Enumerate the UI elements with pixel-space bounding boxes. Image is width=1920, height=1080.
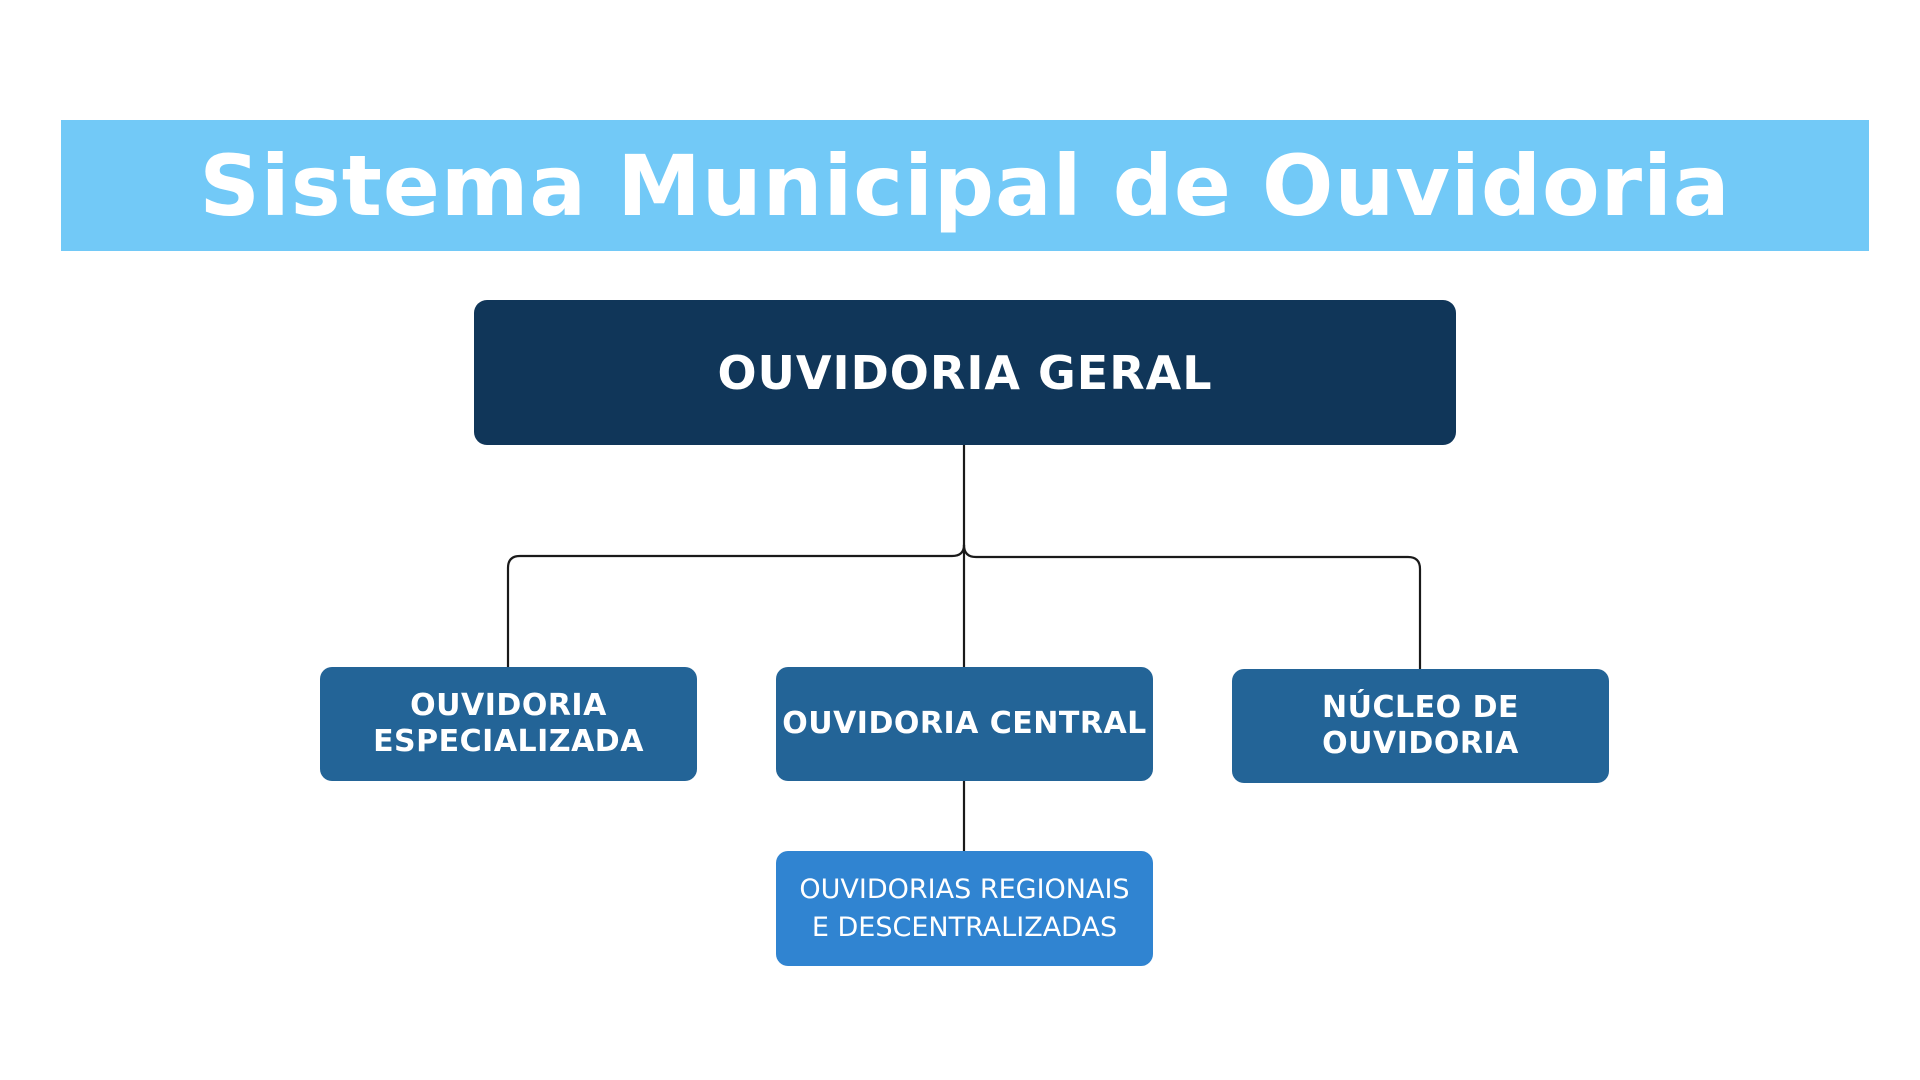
node-ouvidorias-regionais-label-line-2: E DESCENTRALIZADAS <box>811 911 1118 943</box>
node-nucleo-de-ouvidoria-label-line-1: NÚCLEO DE <box>1322 690 1519 725</box>
node-ouvidoria-central <box>776 667 1153 781</box>
connector-to-nucleo <box>964 545 1420 669</box>
node-ouvidorias-regionais <box>776 851 1153 966</box>
node-ouvidoria-especializada-label-line-2: ESPECIALIZADA <box>373 724 644 759</box>
node-ouvidoria-geral-label: OUVIDORIA GERAL <box>717 345 1213 400</box>
node-ouvidoria-geral <box>474 300 1456 445</box>
node-ouvidoria-especializada <box>320 667 697 781</box>
node-ouvidorias-regionais-label-line-1: OUVIDORIAS REGIONAIS <box>799 873 1130 905</box>
node-nucleo-de-ouvidoria <box>1232 669 1609 783</box>
node-ouvidoria-especializada-label-line-1: OUVIDORIA <box>410 688 607 723</box>
page-title: Sistema Municipal de Ouvidoria <box>199 136 1731 235</box>
connector-to-especializada <box>508 545 964 667</box>
node-ouvidoria-central-label: OUVIDORIA CENTRAL <box>782 706 1147 741</box>
node-nucleo-de-ouvidoria-label-line-2: OUVIDORIA <box>1322 726 1519 761</box>
